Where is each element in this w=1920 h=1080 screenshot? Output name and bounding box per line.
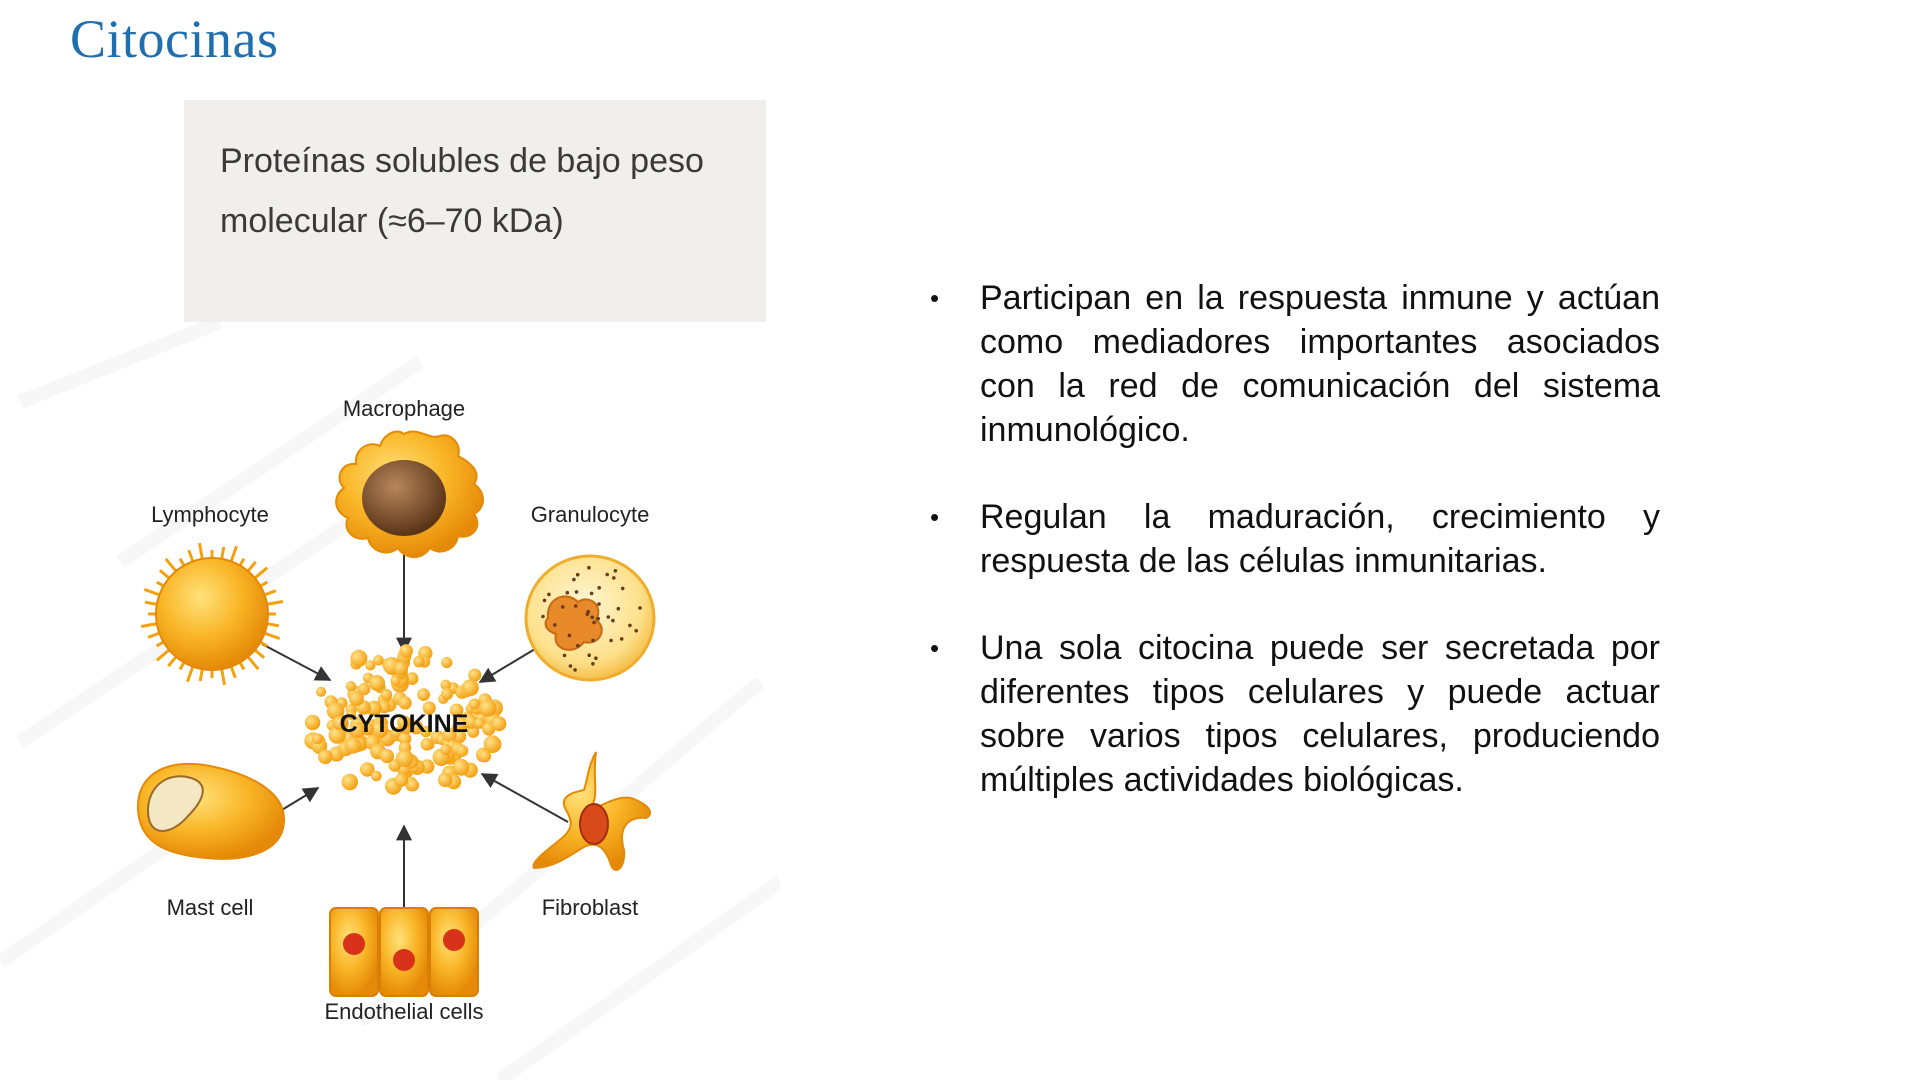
granule-speck (566, 591, 570, 595)
cytokine-dot (462, 679, 479, 696)
cytokine-dot (396, 750, 414, 768)
bullet-dot-icon: • (930, 283, 940, 313)
granule-speck (597, 586, 601, 590)
cytokine-dot (456, 745, 468, 757)
granule-speck (614, 569, 618, 573)
arrow-lymphocyte (262, 644, 330, 680)
fibroblast-cell (533, 752, 650, 870)
granule-speck (561, 605, 565, 609)
cytokine-dot (349, 691, 364, 706)
granule-speck (621, 587, 625, 591)
macrophage-label: Macrophage (342, 396, 466, 421)
cytokine-dot (469, 698, 480, 709)
cytokine-dot (381, 689, 393, 701)
cytokine-dot (491, 716, 506, 731)
cytokine-dot (438, 773, 453, 788)
definition-text: Proteínas solubles de bajo peso molecular (≈6–70 kDa) (220, 142, 704, 240)
granule-speck (590, 616, 594, 620)
granule-speck (607, 615, 611, 619)
granule-speck (594, 656, 598, 660)
cytokine-dot (407, 779, 419, 791)
cytokine-dot (413, 656, 425, 668)
cytokine-dot (342, 774, 359, 791)
granule-speck (620, 637, 624, 641)
granule-speck (569, 664, 573, 668)
definition-box (184, 100, 766, 322)
cytokine-dot (371, 771, 382, 782)
granule-speck (586, 610, 590, 614)
cytokine-dot (390, 676, 400, 686)
granule-speck (638, 606, 642, 610)
granulocyte-label: Granulocyte (530, 502, 650, 527)
granule-speck (563, 654, 567, 658)
cytokine-dot (369, 675, 385, 691)
granule-speck (575, 590, 579, 594)
bullet-dot-icon: • (930, 633, 940, 663)
bullet-dot-icon: • (930, 502, 940, 532)
granule-speck (591, 662, 595, 666)
cytokine-dot (318, 750, 333, 765)
granule-speck (617, 607, 621, 611)
endothelial-label: Endothelial cells (324, 999, 484, 1024)
fibroblast-label: Fibroblast (541, 895, 639, 920)
granule-speck (576, 644, 580, 648)
bullet-text: Regulan la maduración, crecimiento y respuesta de las células inmunitarias. (980, 498, 1660, 580)
cytokine-dot (479, 699, 496, 716)
mast-cell (138, 764, 284, 859)
cytokine-dot (399, 696, 412, 709)
bullet-text: Participan en la respuesta inmune y actúan como mediadores importantes asociados con la red de comunicación del sistema inmunológico. (980, 279, 1660, 449)
granule-speck (591, 639, 595, 643)
cytokine-dot (316, 687, 326, 697)
granule-speck (590, 592, 594, 596)
lymphocyte-cell (141, 543, 283, 685)
granule-speck (634, 629, 638, 633)
bullet-item (930, 626, 1660, 802)
cytokine-dot (373, 655, 384, 666)
cytokine-dot (417, 688, 430, 701)
granule-speck (609, 639, 613, 643)
cytokine-dot (346, 681, 356, 691)
granule-speck (592, 621, 596, 625)
endothelial-cells (330, 908, 478, 996)
cytokine-dot (345, 737, 361, 753)
granule-speck (568, 634, 572, 638)
cytokine-dot (441, 657, 452, 668)
lymphocyte-label: Lymphocyte (151, 502, 269, 527)
granule-speck (574, 604, 578, 608)
granule-speck (543, 599, 547, 603)
granule-speck (596, 617, 600, 621)
cytokine-dot (453, 759, 470, 776)
granule-speck (541, 615, 545, 619)
granule-speck (576, 573, 580, 577)
cytokine-dot (395, 773, 408, 786)
arrow-granulocyte (480, 646, 540, 682)
granule-speck (605, 573, 609, 577)
slide-title: Citocinas (70, 9, 279, 69)
granule-speck (587, 653, 591, 657)
cytokine-dot (441, 688, 453, 700)
cytokine-dot (421, 738, 434, 751)
mast-cell-label: Mast cell (166, 895, 254, 920)
bullet-list (930, 276, 1660, 845)
cytokine-diagram (0, 322, 780, 1080)
cytokine-diagram-svg (0, 322, 780, 1080)
granule-speck (628, 624, 632, 628)
granule-speck (573, 668, 577, 672)
cytokine-dot (380, 749, 394, 763)
cytokine-dot (399, 644, 413, 658)
granulocyte-cell (526, 556, 654, 680)
granule-speck (597, 602, 601, 606)
granule-speck (572, 578, 576, 582)
arrow-fibroblast (482, 774, 568, 822)
cytokine-dot (440, 744, 451, 755)
cytokine-dot (350, 650, 367, 667)
macrophage-cell (336, 431, 483, 557)
bullet-text: Una sola citocina puede ser secretada por diferentes tipos celulares y puede actuar sobre varios tipos celulares, produciendo múltiples actividades biológicas. (980, 629, 1660, 799)
cytokine-dot (479, 750, 491, 762)
bullet-item (930, 276, 1660, 452)
cytokine-label: CYTOKINE (339, 710, 469, 738)
granule-speck (612, 576, 616, 580)
granule-speck (553, 623, 557, 627)
granule-speck (587, 566, 591, 570)
bullet-item (930, 495, 1660, 583)
granule-speck (611, 619, 615, 623)
granule-speck (547, 593, 551, 597)
cytokine-dot (305, 715, 320, 730)
cytokine-dot (312, 734, 323, 745)
cytokine-dot (394, 661, 408, 675)
